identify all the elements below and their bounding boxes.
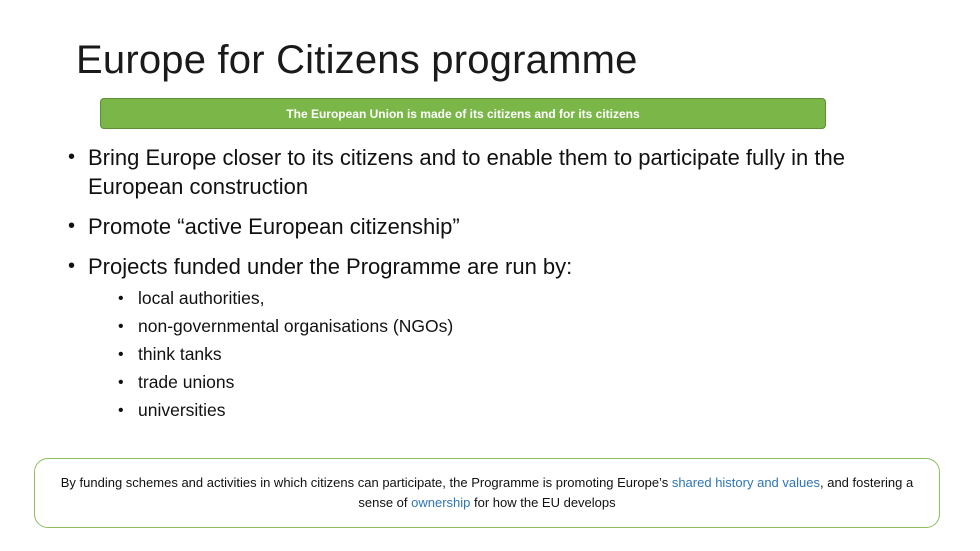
sub-bullet-text: think tanks bbox=[138, 344, 222, 364]
summary-box bbox=[34, 458, 940, 528]
summary-part: for how the EU develops bbox=[470, 495, 616, 510]
bullet-list bbox=[68, 143, 928, 426]
sub-bullet-text: non-governmental organisations (NGOs) bbox=[138, 316, 454, 336]
tagline-banner: The European Union is made of its citizens and for its citizens bbox=[100, 98, 826, 129]
sub-bullet-text: local authorities, bbox=[138, 288, 265, 308]
sub-bullet-item bbox=[118, 286, 928, 311]
bullet-glyph: • bbox=[118, 346, 124, 363]
bullet-text: Promote “active European citizenship” bbox=[88, 214, 460, 239]
sub-bullet-item bbox=[118, 370, 928, 395]
summary-part: , and fostering a sense of bbox=[358, 475, 914, 510]
sub-bullet-item bbox=[118, 342, 928, 367]
summary-part: By funding schemes and activities in which citizens can participate, the Programme is promoting Europe’s bbox=[60, 475, 672, 490]
sub-bullet-item bbox=[118, 314, 928, 339]
bullet-glyph: • bbox=[68, 215, 76, 237]
bullet-glyph: • bbox=[118, 318, 124, 335]
bullet-glyph: • bbox=[118, 374, 124, 391]
bullet-text: Projects funded under the Programme are run by: bbox=[88, 254, 573, 279]
slide-title: Europe for Citizens programme bbox=[76, 38, 638, 82]
bullet-item bbox=[68, 212, 928, 241]
sub-bullet-item bbox=[118, 398, 928, 423]
summary-highlight: ownership bbox=[411, 495, 471, 510]
bullet-item bbox=[68, 143, 928, 201]
sub-bullet-list bbox=[68, 286, 928, 423]
bullet-glyph: • bbox=[68, 146, 76, 168]
bullet-glyph: • bbox=[68, 255, 76, 277]
bullet-glyph: • bbox=[118, 402, 124, 419]
summary-text bbox=[55, 473, 919, 513]
sub-bullet-text: universities bbox=[138, 400, 226, 420]
sub-bullet-text: trade unions bbox=[138, 372, 235, 392]
bullet-item bbox=[68, 252, 928, 281]
bullet-text: Bring Europe closer to its citizens and to enable them to participate fully in the European construction bbox=[88, 145, 845, 199]
summary-highlight: shared history and values bbox=[671, 475, 820, 490]
bullet-glyph: • bbox=[118, 290, 124, 307]
